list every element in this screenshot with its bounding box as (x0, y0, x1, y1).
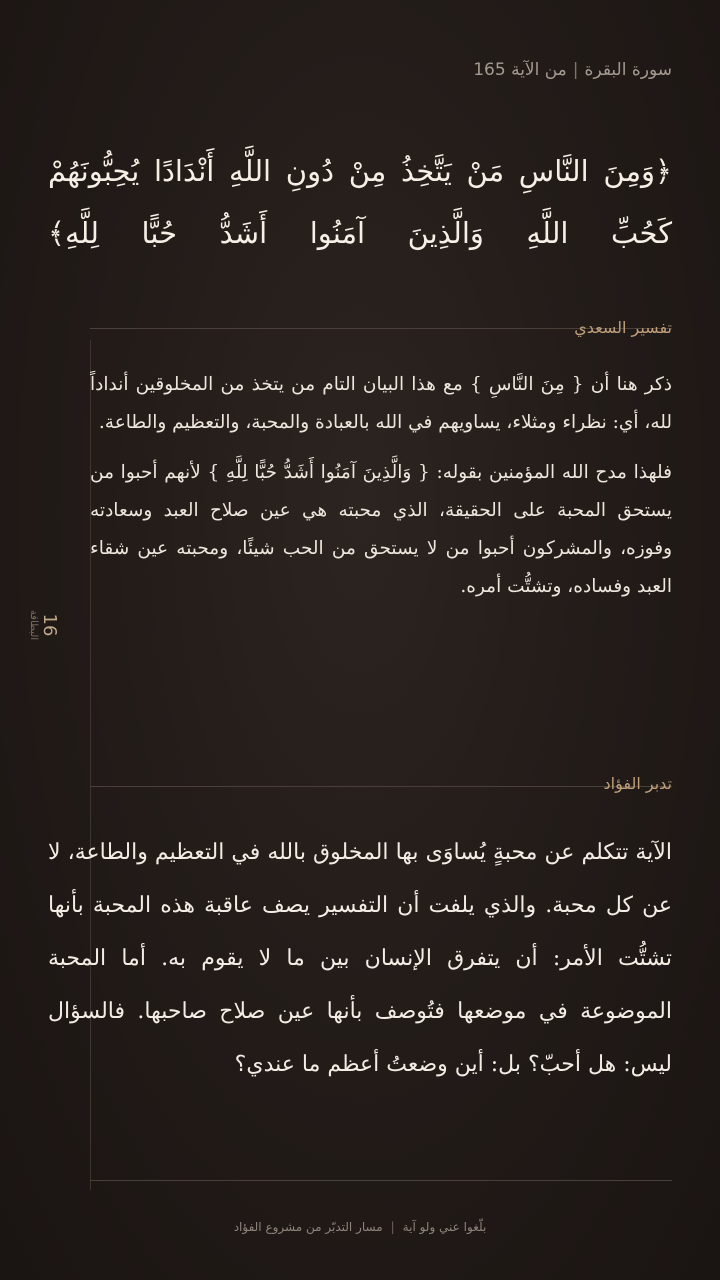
footer-slogan: بلّغوا عني ولو آية (402, 1220, 487, 1234)
footer (0, 1220, 720, 1234)
footer-separator: | (390, 1220, 395, 1234)
header-separator: | (572, 60, 579, 80)
divider-middle (90, 786, 672, 787)
ayah-reference: من الآية 165 (473, 60, 567, 80)
tafsir-paragraph: فلهذا مدح الله المؤمنين بقوله: { وَالَّذِينَ آمَنُوا أَشَدُّ حُبًّا لِلَّهِ } لأنهم أحبوا من يستحق المحبة على الحقيقة، الذي محبته هي عين صلاح العبد وسعادته وفوزه، والمشركون أحبوا من لا يستحق من الحب شيئًا، ومحبته عين شقاء العبد وفساده، وتشتُّت أمره. (90, 462, 672, 597)
quran-verse (48, 140, 672, 264)
card-number: 16 (38, 613, 60, 637)
tafsir-body (90, 366, 672, 618)
tafsir-paragraph: ذكر هنا أن { مِنَ النَّاسِ } مع هذا البيان التام من يتخذ من المخلوقين أنداداً لله، أي: نظراء ومثلاء، يساويهم في الله بالعبادة والمحبة، والتعظيم والطاعة. (90, 374, 672, 433)
verse-open-bracket: ﴿ (655, 154, 672, 188)
card-number-marker (14, 595, 74, 655)
header (48, 60, 672, 80)
tadabbur-text: الآية تتكلم عن محبةٍ يُساوَى بها المخلوق بالله في التعظيم والطاعة، لا عن كل محبة. والذي يلفت أن التفسير يصف عاقبة هذه المحبة بأنها تشتُّت الأمر: أن يتفرق الإنسان بين ما لا يقوم به. أما المحبة الموضوعة في موضعها فتُوصف بأنها عين صلاح صاحبها. فالسؤال ليس: هل أحبّ؟ بل: أين وضعتُ أعظم ما عندي؟ (48, 840, 672, 1077)
card-label: البطاقة (27, 609, 39, 641)
tadabbur-label: تدبر الفؤاد (603, 774, 672, 793)
verse-text: وَمِنَ النَّاسِ مَنْ يَتَّخِذُ مِنْ دُونِ اللَّهِ أَنْدَادًا يُحِبُّونَهُمْ كَحُبِّ اللَّهِ وَالَّذِينَ آمَنُوا أَشَدُّ حُبًّا لِلَّهِ (48, 154, 672, 250)
tadabbur-body (48, 826, 672, 1091)
tafsir-label: تفسير السعدي (574, 318, 672, 337)
divider-bottom (90, 1180, 672, 1181)
verse-close-bracket: ﴾ (48, 216, 65, 250)
surah-name: سورة البقرة (584, 60, 672, 80)
footer-project: مسار التدبّر من مشروع الفؤاد (233, 1220, 383, 1234)
